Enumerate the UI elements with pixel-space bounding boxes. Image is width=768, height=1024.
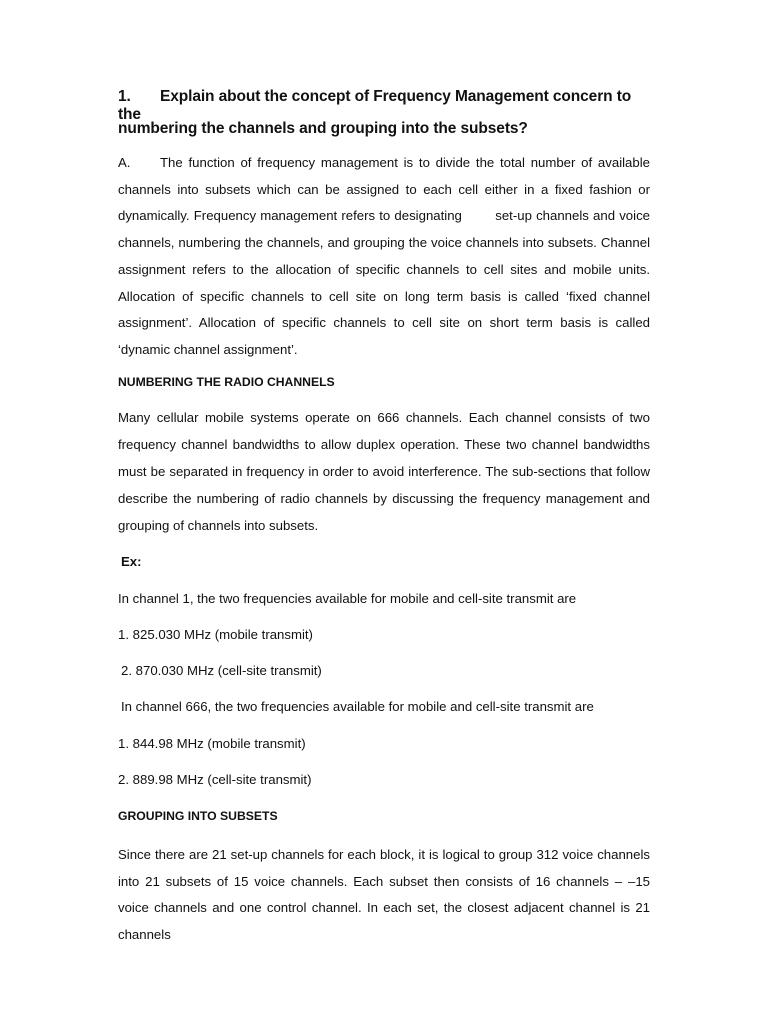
question-line-1 bbox=[118, 88, 650, 124]
answer-text: The function of frequency management is to divide the total number of available channels into subsets which can be assigned to each cell either in a fixed fashion or dynamically. Frequency management refers to designating set-up channels and voice channels, numbering the channels, and grouping the voice channels into subsets. Channel assignment refers to the allocation of specific channels to cell sites and mobile units. Allocation of specific channels to cell site on long term basis is called ‘fixed channel assignment’. Allocation of specific channels to cell site on short term basis is called ‘dynamic channel assignment’. bbox=[118, 155, 650, 357]
channel-1-intro: In channel 1, the two frequencies available for mobile and cell-site transmit are bbox=[118, 591, 577, 606]
channel-1-cell-site-frequency: 2. 870.030 MHz (cell-site transmit) bbox=[121, 663, 322, 678]
channel-666-mobile-frequency: 1. 844.98 MHz (mobile transmit) bbox=[118, 736, 306, 751]
channel-666-intro: In channel 666, the two frequencies available for mobile and cell-site transmit are bbox=[121, 699, 594, 714]
channel-1-mobile-frequency: 1. 825.030 MHz (mobile transmit) bbox=[118, 627, 313, 642]
answer-label: A. bbox=[118, 155, 131, 170]
section-heading-grouping: GROUPING INTO SUBSETS bbox=[118, 809, 278, 823]
example-label: Ex: bbox=[121, 554, 142, 569]
numbering-paragraph: Many cellular mobile systems operate on 666 channels. Each channel consists of two frequency channel bandwidths to allow duplex operation. These two channel bandwidths must be separated in frequency in order to avoid interference. The sub-sections that follow describe the numbering of radio channels by discussing the frequency management and grouping of channels into subsets. bbox=[118, 410, 650, 533]
section-heading-numbering: NUMBERING THE RADIO CHANNELS bbox=[118, 375, 335, 389]
question-line-2: numbering the channels and grouping into the subsets? bbox=[118, 120, 528, 137]
question-number: 1. bbox=[118, 88, 131, 105]
channel-666-cell-site-frequency: 2. 889.98 MHz (cell-site transmit) bbox=[118, 772, 312, 787]
grouping-paragraph: Since there are 21 set-up channels for each block, it is logical to group 312 voice channels into 21 subsets of 15 voice channels. Each subset then consists of 16 channels – –15 voice channels and one control channel. In each set, the closest adjacent channel is 21 channels bbox=[118, 847, 650, 942]
answer-paragraph bbox=[118, 150, 650, 364]
question-text-1: Explain about the concept of Frequency Management concern to the bbox=[118, 88, 632, 123]
